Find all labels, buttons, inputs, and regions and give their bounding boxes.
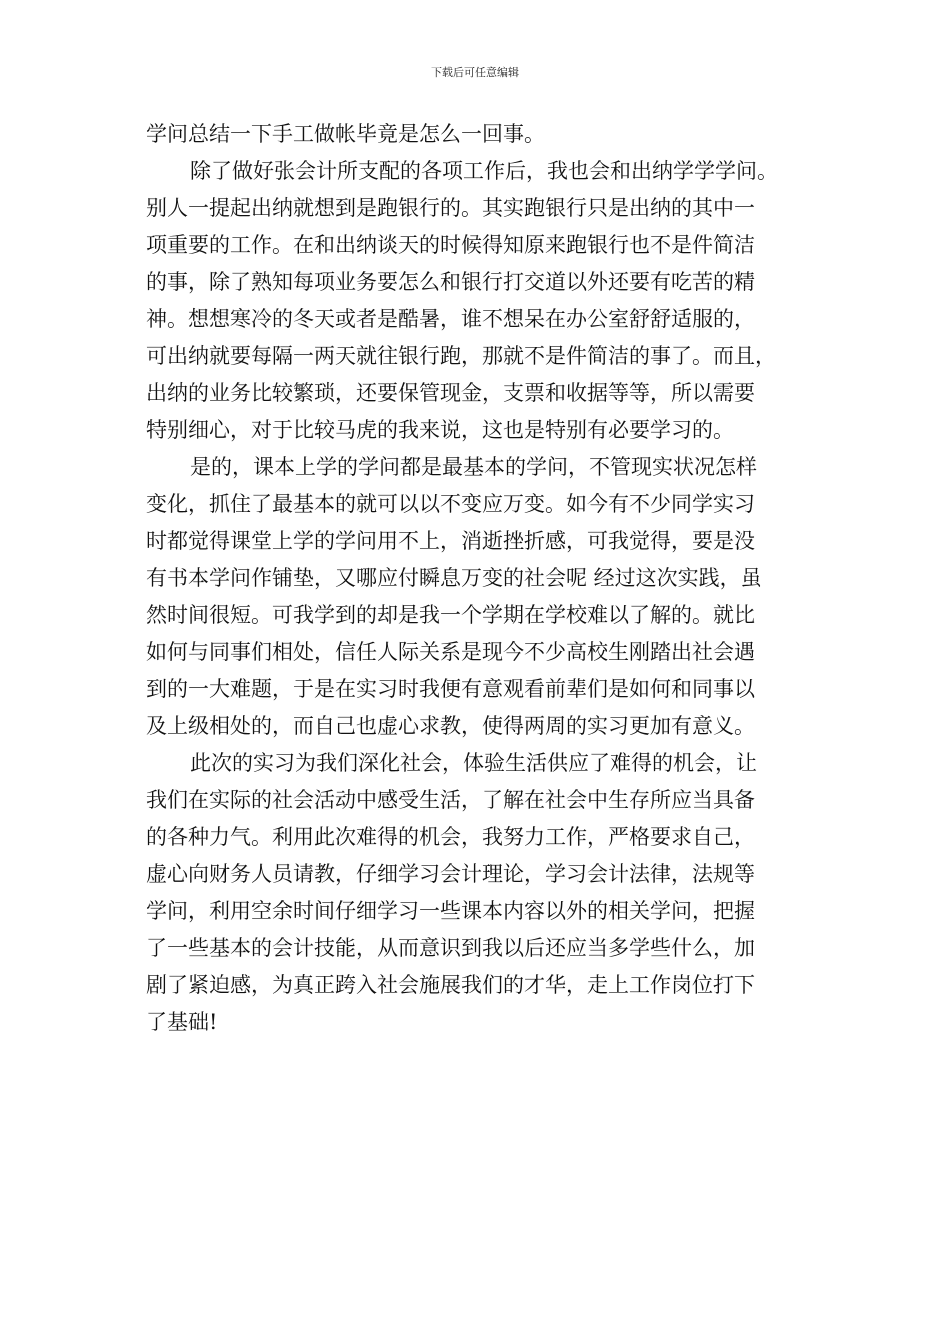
text-line: 剧了紧迫感，为真正跨入社会施展我们的才华，走上工作岗位打下 bbox=[146, 973, 755, 997]
text-line: 虚心向财务人员请教，仔细学习会计理论，学习会计法律，法规等 bbox=[146, 862, 755, 886]
paragraph-start-line: 此次的实习为我们深化社会，体验生活供应了难得的机会，让 bbox=[190, 751, 757, 775]
text-line: 我们在实际的社会活动中感受生活，了解在社会中生存所应当具备 bbox=[146, 788, 755, 812]
text-line: 可出纳就要每隔一两天就往银行跑，那就不是件简洁的事了。而且， bbox=[146, 344, 776, 368]
text-line: 神。想想寒冷的冬天或者是酷暑，谁不想呆在办公室舒舒适服的， bbox=[146, 307, 755, 331]
text-line: 变化，抓住了最基本的就可以以不变应万变。如今有不少同学实习 bbox=[146, 492, 755, 516]
text-line: 有书本学问作铺垫，又哪应付瞬息万变的社会呢 经过这次实践，虽 bbox=[146, 566, 762, 590]
text-line: 的事，除了熟知每项业务要怎么和银行打交道以外还要有吃苦的精 bbox=[146, 270, 755, 294]
text-line: 到的一大难题，于是在实习时我便有意观看前辈们是如何和同事以 bbox=[146, 677, 755, 701]
text-line: 了基础! bbox=[146, 1010, 218, 1034]
text-line: 学问，利用空余时间仔细学习一些课本内容以外的相关学问，把握 bbox=[146, 899, 755, 923]
paragraph-start-line: 除了做好张会计所支配的各项工作后，我也会和出纳学学学问。 bbox=[190, 159, 778, 183]
text-line: 特别细心，对于比较马虎的我来说，这也是特别有必要学习的。 bbox=[146, 418, 734, 442]
paragraph-start-line: 是的，课本上学的学问都是最基本的学问，不管现实状况怎样 bbox=[190, 455, 757, 479]
text-line: 及上级相处的，而自己也虚心求教，使得两周的实习更加有意义。 bbox=[146, 714, 755, 738]
text-line: 学问总结一下手工做帐毕竟是怎么一回事。 bbox=[146, 122, 545, 146]
document-body bbox=[146, 116, 826, 1041]
text-line: 时都觉得课堂上学的学问用不上，消逝挫折感，可我觉得，要是没 bbox=[146, 529, 755, 553]
text-line: 的各种力气。利用此次难得的机会，我努力工作，严格要求自己， bbox=[146, 825, 755, 849]
text-line: 然时间很短。可我学到的却是我一个学期在学校难以了解的。就比 bbox=[146, 603, 755, 627]
text-line: 出纳的业务比较繁琐，还要保管现金，支票和收据等等，所以需要 bbox=[146, 381, 755, 405]
text-line: 如何与同事们相处，信任人际关系是现今不少高校生刚踏出社会遇 bbox=[146, 640, 755, 664]
text-line: 项重要的工作。在和出纳谈天的时候得知原来跑银行也不是件简洁 bbox=[146, 233, 755, 257]
text-line: 了一些基本的会计技能，从而意识到我以后还应当多学些什么，加 bbox=[146, 936, 755, 960]
text-line: 别人一提起出纳就想到是跑银行的。其实跑银行只是出纳的其中一 bbox=[146, 196, 755, 220]
page-header: 下载后可任意编辑 bbox=[431, 66, 519, 79]
